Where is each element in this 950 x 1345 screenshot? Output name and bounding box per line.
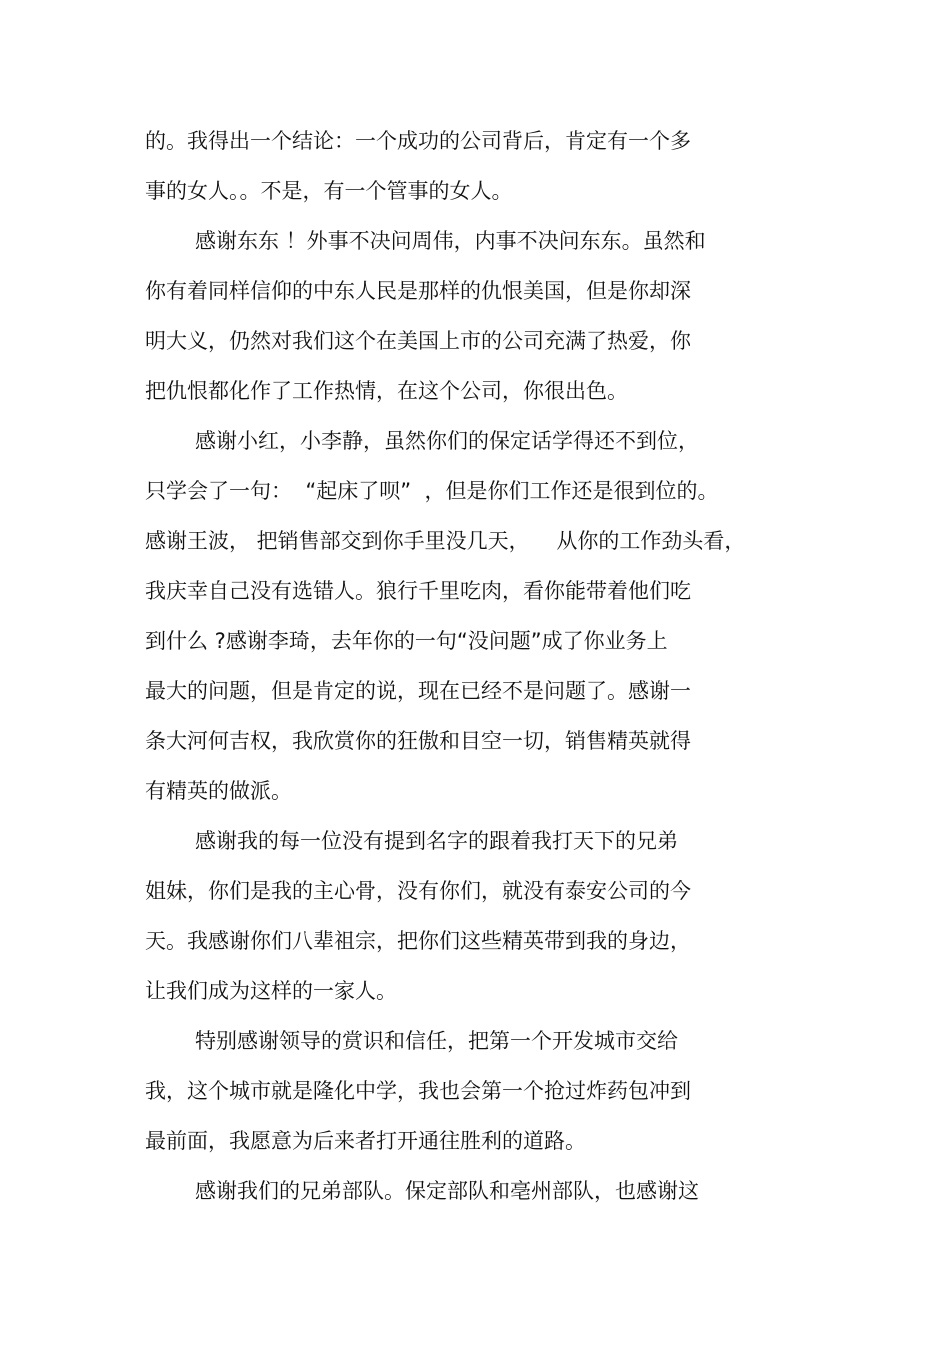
text-line: 天。我感谢你们八辈祖宗，把你们这些精英带到我的身边， <box>145 929 691 953</box>
text-line: 你有着同样信仰的中东人民是那样的仇恨美国，但是你却深 <box>145 279 691 303</box>
text-line: 特别感谢领导的赏识和信任，把第一个开发城市交给 <box>195 1029 678 1053</box>
text-line: 最大的问题，但是肯定的说，现在已经不是问题了。感谢一 <box>145 679 691 703</box>
text-line: 把仇恨都化作了工作热情，在这个公司，你很出色。 <box>145 379 628 403</box>
text-line: 感谢小红，小李静，虽然你们的保定话学得还不到位， <box>195 429 699 453</box>
text-line: 感谢我的每一位没有提到名字的跟着我打天下的兄弟 <box>195 829 678 853</box>
text-line: 明大义，仍然对我们这个在美国上市的公司充满了热爱，你 <box>145 329 691 353</box>
text-line: 我庆幸自己没有选错人。狼行千里吃肉，看你能带着他们吃 <box>145 579 691 603</box>
text-line: 感谢我们的兄弟部队。保定部队和亳州部队，也感谢这 <box>195 1179 699 1203</box>
text-line: 有精英的做派。 <box>145 779 292 803</box>
text-line: 最前面，我愿意为后来者打开通往胜利的道路。 <box>145 1129 586 1153</box>
text-line: 的。我得出一个结论：一个成功的公司背后，肯定有一个多 <box>145 129 691 153</box>
text-line: 我，这个城市就是隆化中学，我也会第一个抢过炸药包冲到 <box>145 1079 691 1103</box>
text-line: 事的女人。。不是，有一个管事的女人。 <box>145 179 513 203</box>
text-line: 姐妹，你们是我的主心骨，没有你们，就没有泰安公司的今 <box>145 879 691 903</box>
text-line: 感谢东东 ！外事不决问周伟，内事不决问东东。虽然和 <box>195 229 706 253</box>
text-line: 只学会了一句： “起床了呗” ，但是你们工作还是很到位的。 <box>145 479 719 503</box>
text-line: 让我们成为这样的一家人。 <box>145 979 397 1003</box>
text-line: 到什么 ?感谢李琦，去年你的一句“没问题”成了你业务上 <box>145 629 668 653</box>
text-line: 感谢王波， 把销售部交到你手里没几天， 从你的工作劲头看， <box>145 529 746 553</box>
text-line: 条大河何吉权，我欣赏你的狂傲和目空一切，销售精英就得 <box>145 729 691 753</box>
